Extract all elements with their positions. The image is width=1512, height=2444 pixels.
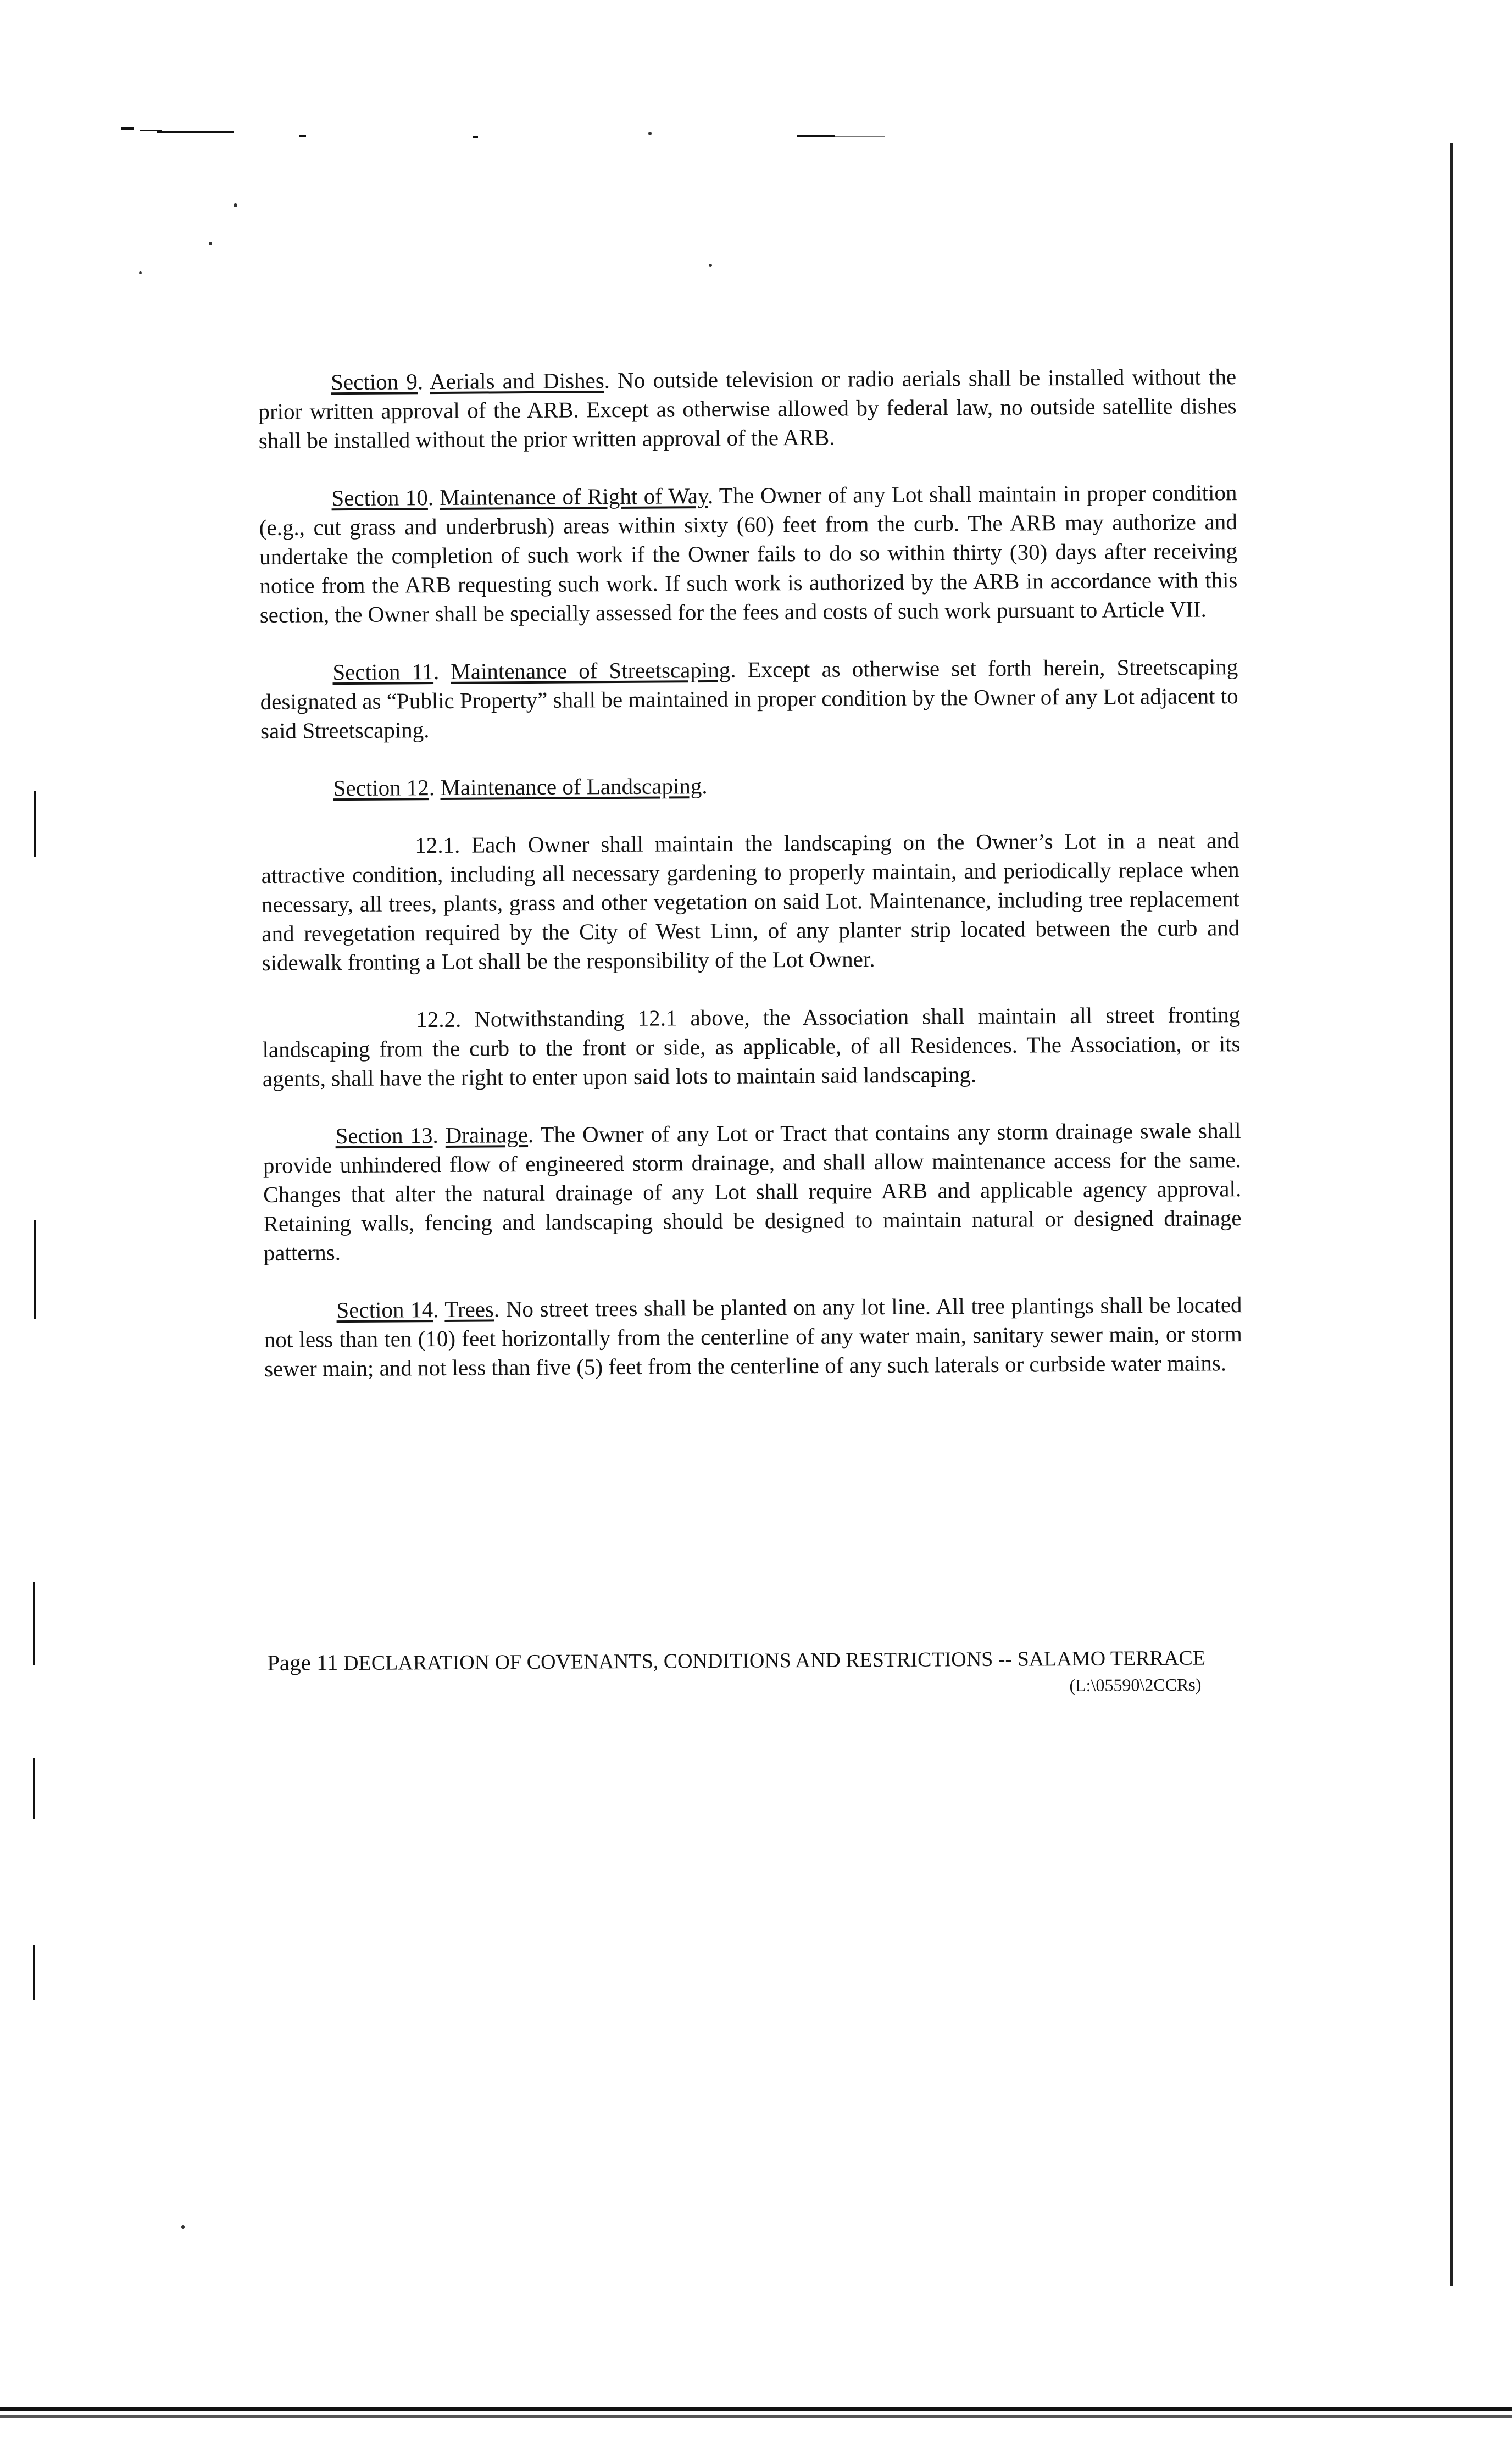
section-13-number: Section 13: [335, 1123, 433, 1149]
section-13-text: The Owner of any Lot or Tract that contains any storm drainage swale shall provide unhindered flow of engineered storm drainage, and shall allow maintenance access for the same. Changes that alter the natural drainage of any Lot shall require ARB and applicable agency approval. Retaining walls, fencing and landscaping should be designed to maintain natural or designed drainage patterns.: [263, 1118, 1242, 1265]
document-body: [258, 362, 1243, 1412]
section-12-2-text: Notwithstanding 12.1 above, the Association shall maintain all street fronting landscaping from the curb to the front or side, as applicable, of all Residences. The Association, or its agents, shall have the right to enter upon said lots to maintain said landscaping.: [262, 1002, 1241, 1091]
section-13-heading: Drainage: [445, 1122, 529, 1148]
section-11: Section 11. Maintenance of Streetscaping. Except as otherwise set forth herein, Streetscaping designated as “Public Property” shall be maintained in proper condition by the Owner of any Lot adjacent to said Streetscaping.: [260, 654, 1238, 743]
section-12-1: [261, 826, 1240, 977]
section-12-1-number: 12.1.: [415, 832, 460, 858]
section-11-number: Section 11: [332, 659, 434, 685]
section-12-1-text: Each Owner shall maintain the landscaping on the Owner’s Lot in a neat and attractive condition, including all necessary gardening to properly maintain, and periodically replace when necessary, all trees, plants, grass and other vegetation on said Lot. Maintenance, including tree replacement and revegetation required by the City of West Linn, of any planter strip located between the curb and sidewalk fronting a Lot shall be the responsibility of the Lot Owner.: [261, 827, 1240, 975]
section-14-text: No street trees shall be planted on any lot line. All tree plantings shall be located not less than ten (10) feet horizontally from the centerline of any water main, sanitary sewer main, or storm sewer main; and not less than five (5) feet from the centerline of any such laterals or curbside water mains.: [264, 1292, 1242, 1381]
section-11-heading: Maintenance of Streetscaping: [451, 657, 731, 684]
section-14: Section 14. Trees. No street trees shall be planted on any lot line. All tree plantings shall be located not less than ten (10) feet horizontally from the centerline of any water main, sanitary sewer main, or storm sewer main; and not less than five (5) feet from the centerline of any such laterals or curbside water mains.: [264, 1292, 1242, 1381]
footer-title: DECLARATION OF COVENANTS, CONDITIONS AND RESTRICTIONS -- SALAMO TERRACE: [343, 1646, 1206, 1675]
section-12-heading-line: Section 12. Maintenance of Landscaping.: [333, 773, 708, 801]
section-9-text: No outside television or radio aerials shall be installed without the prior written approval of the ARB. Except as otherwise allowed by federal law, no outside satellite dishes shall be installed without the prior written approval of the ARB.: [258, 364, 1237, 453]
section-14-number: Section 14: [336, 1297, 433, 1323]
section-10-text: The Owner of any Lot shall maintain in proper condition (e.g., cut grass and underbrush) areas within sixty (60) feet from the curb. The ARB may authorize and undertake the completion of such work if the Owner fails to do so within thirty (30) days after receiving notice from the ARB requesting such work. If such work is authorized by the ARB in accordance with this section, the Owner shall be specially assessed for the fees and costs of such work pursuant to Article VII.: [259, 480, 1238, 627]
section-13: Section 13. Drainage. The Owner of any Lot or Tract that contains any storm drainage swale shall provide unhindered flow of engineered storm drainage, and shall allow maintenance access for the same. Changes that alter the natural drainage of any Lot shall require ARB and applicable agency approval. Retaining walls, fencing and landscaping should be designed to maintain natural or designed drainage patterns.: [263, 1118, 1242, 1265]
section-12-2-number: 12.2.: [416, 1006, 462, 1032]
section-14-heading: Trees: [444, 1296, 494, 1322]
page-number: Page 11: [267, 1649, 338, 1675]
page-footer: [267, 1643, 1246, 1703]
section-12-number: Section 12: [333, 775, 430, 801]
section-10: Section 10. Maintenance of Right of Way. The Owner of any Lot shall maintain in proper condition (e.g., cut grass and underbrush) areas within sixty (60) feet from the curb. The ARB may authorize and undertake the completion of such work if the Owner fails to do so within thirty (30) days after receiving notice from the ARB requesting such work. If such work is authorized by the ARB in accordance with this section, the Owner shall be specially assessed for the fees and costs of such work pursuant to Article VII.: [259, 480, 1238, 627]
section-11-text: Except as otherwise set forth herein, Streetscaping designated as “Public Property” shall be maintained in proper condition by the Owner of any Lot adjacent to said Streetscaping.: [260, 654, 1238, 743]
section-9-heading: Aerials and Dishes: [429, 368, 604, 395]
section-12-2: [262, 1000, 1241, 1093]
footer-reference: (L:\05590\2CCRs): [1069, 1674, 1202, 1696]
section-9-number: Section 9: [331, 369, 418, 395]
section-10-heading: Maintenance of Right of Way: [440, 483, 708, 510]
section-12-heading: Maintenance of Landscaping: [440, 773, 702, 800]
section-10-number: Section 10: [331, 485, 428, 511]
section-9: Section 9. Aerials and Dishes. No outside television or radio aerials shall be installed without the prior written approval of the ARB. Except as otherwise allowed by federal law, no outside satellite dishes shall be installed without the prior written approval of the ARB.: [258, 364, 1237, 453]
